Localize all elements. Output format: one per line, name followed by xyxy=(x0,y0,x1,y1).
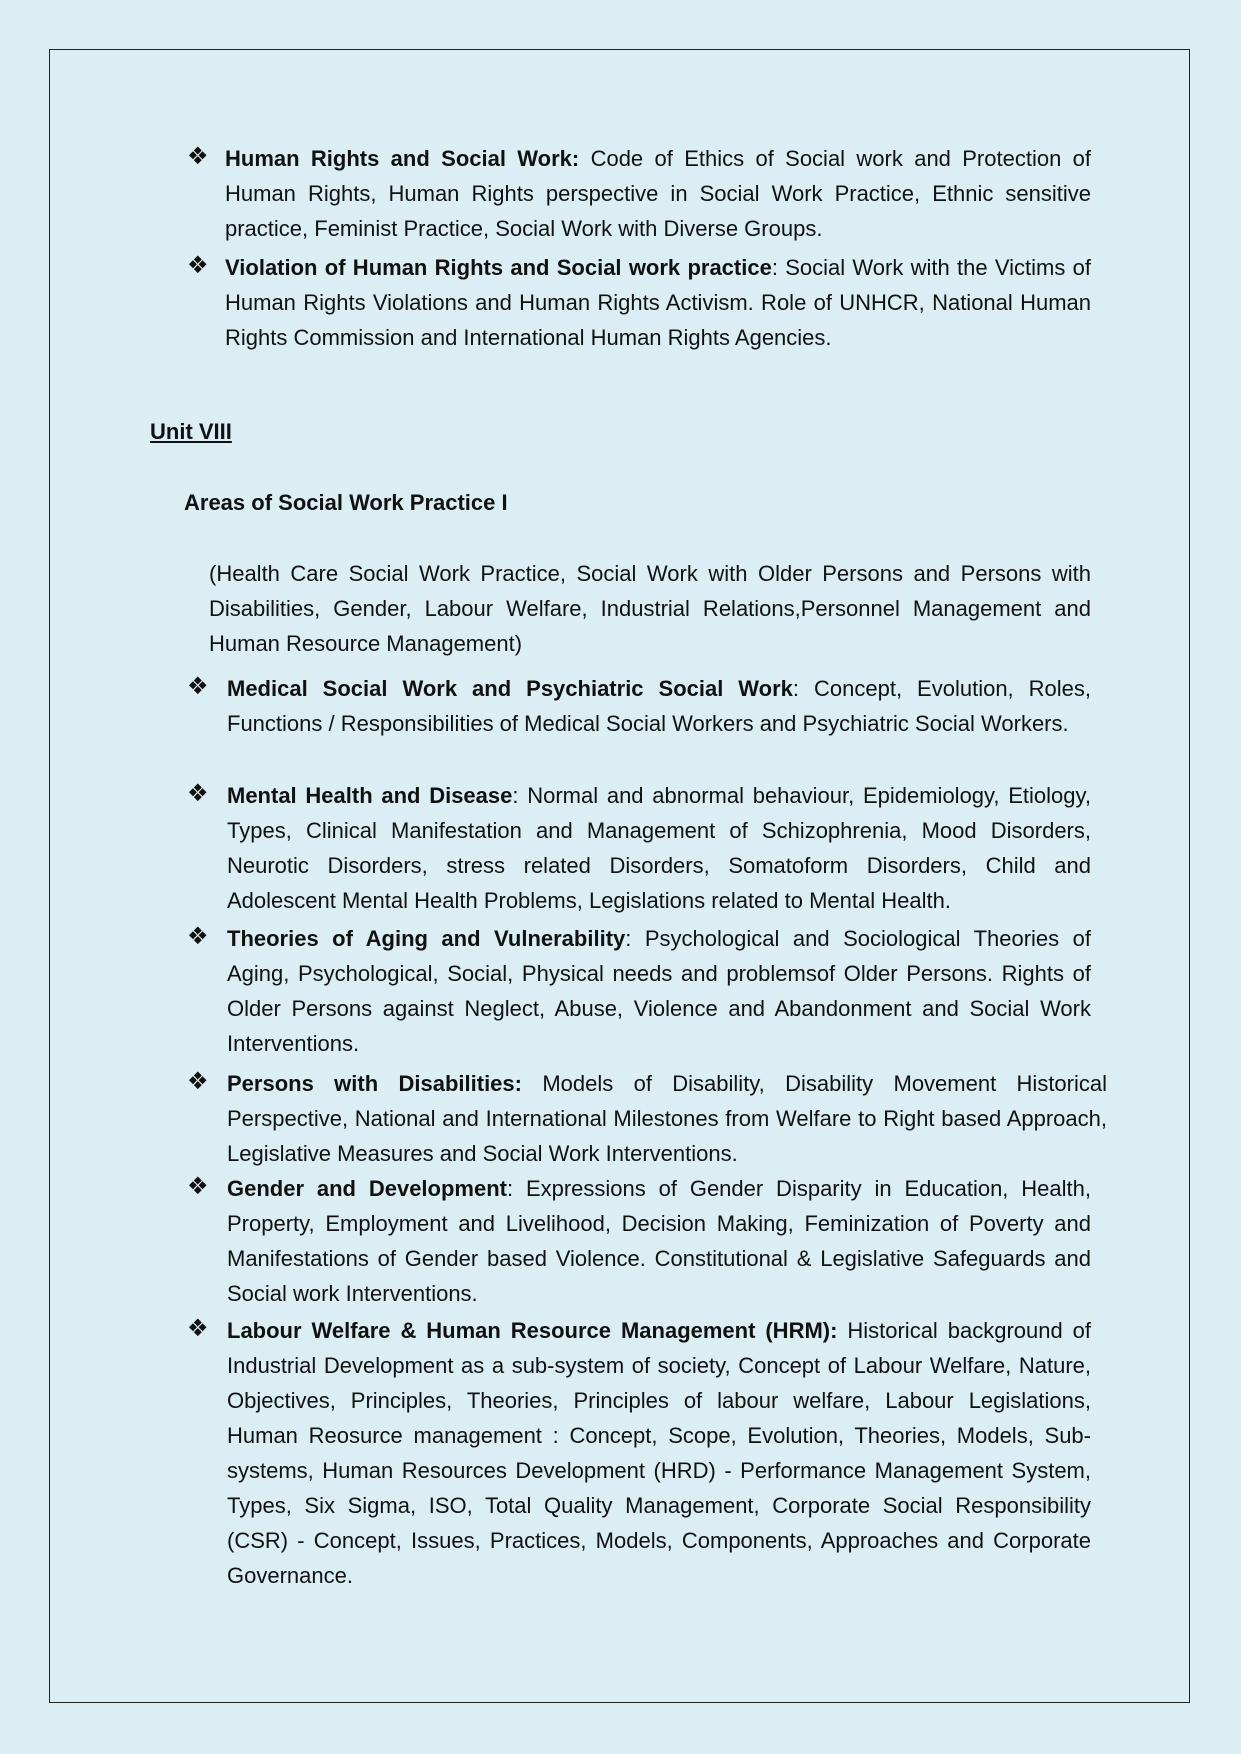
bullet-body: : Social Work with the Victims of Human Rights Violations and Human Rights Activism. Role of UNHCR, National Human Rights Commission and International Human Rights Agencies. xyxy=(225,255,1091,350)
diamond-bullet-icon: ❖ xyxy=(187,1172,209,1200)
bullet-heading: Persons with Disabilities: xyxy=(227,1071,522,1096)
bullet-text xyxy=(227,778,1091,918)
bullet-text xyxy=(227,1313,1091,1593)
bullet-heading: Theories of Aging and Vulnerability xyxy=(227,926,626,951)
bullet-heading: Mental Health and Disease xyxy=(227,783,513,808)
bullet-body: Historical background of Industrial Development as a sub-system of society, Concept of Labour Welfare, Nature, Objectives, Principles, Theories, Principles of labour welfare, Labour Legislations, Human Reosurce management : Concept, Scope, Evolution, Theories, Models, Sub-systems, Human Resources Development (HRD) - Performance Management System, Types, Six Sigma, ISO, Total Quality Management, Corporate Social Responsibility (CSR) - Concept, Issues, Practices, Models, Components, Approaches and Corporate Governance. xyxy=(227,1318,1091,1588)
diamond-bullet-icon: ❖ xyxy=(187,779,209,807)
diamond-bullet-icon: ❖ xyxy=(187,1314,209,1342)
unit-heading: Unit VIII xyxy=(150,419,232,444)
bullet-body: Models of Disability, Disability Movement Historical Perspective, National and International Milestones from Welfare to Right based Approach, Legislative Measures and Social Work Interventions. xyxy=(227,1071,1107,1166)
section-heading: Areas of Social Work Practice I xyxy=(184,490,508,515)
bullet-heading: Gender and Development xyxy=(227,1176,507,1201)
bullet-text xyxy=(227,1171,1091,1311)
bullet-body: : Expressions of Gender Disparity in Education, Health, Property, Employment and Livelihood, Decision Making, Feminization of Poverty and Manifestations of Gender based Violence. Constitutional & Legislative Safeguards and Social work Interventions. xyxy=(227,1176,1091,1306)
diamond-bullet-icon: ❖ xyxy=(187,1067,209,1095)
bullet-text xyxy=(227,671,1091,741)
bullet-body: : Concept, Evolution, Roles, Functions / Responsibilities of Medical Social Workers and Psychiatric Social Workers. xyxy=(227,676,1092,736)
diamond-bullet-icon: ❖ xyxy=(187,142,209,170)
bullet-body: : Normal and abnormal behaviour, Epidemiology, Etiology, Types, Clinical Manifestation and Management of Schizophrenia, Mood Disorders, Neurotic Disorders, stress related Disorders, Somatoform Disorders, Child and Adolescent Mental Health Problems, Legislations related to Mental Health. xyxy=(227,783,1091,913)
bullet-text xyxy=(225,250,1091,355)
diamond-bullet-icon: ❖ xyxy=(187,922,209,950)
bullet-body: : Psychological and Sociological Theories of Aging, Psychological, Social, Physical needs and problemsof Older Persons. Rights of Older Persons against Neglect, Abuse, Violence and Abandonment and Social Work Interventions. xyxy=(227,926,1091,1056)
bullet-heading: Labour Welfare & Human Resource Management (HRM): xyxy=(227,1318,838,1343)
bullet-body: Code of Ethics of Social work and Protection of Human Rights, Human Rights perspective in Social Work Practice, Ethnic sensitive practice, Feminist Practice, Social Work with Diverse Groups. xyxy=(225,146,1091,241)
diamond-bullet-icon: ❖ xyxy=(187,251,209,279)
section-intro: (Health Care Social Work Practice, Social Work with Older Persons and Persons with Disabilities, Gender, Labour Welfare, Industrial Relations,Personnel Management and Human Resource Management) xyxy=(209,561,1091,656)
bullet-heading: Violation of Human Rights and Social work practice xyxy=(225,255,772,280)
bullet-text xyxy=(225,141,1091,246)
bullet-heading: Human Rights and Social Work: xyxy=(225,146,580,171)
diamond-bullet-icon: ❖ xyxy=(187,672,209,700)
bullet-text xyxy=(227,1066,1107,1171)
bullet-heading: Medical Social Work and Psychiatric Social Work xyxy=(227,676,793,701)
bullet-text xyxy=(227,921,1091,1061)
